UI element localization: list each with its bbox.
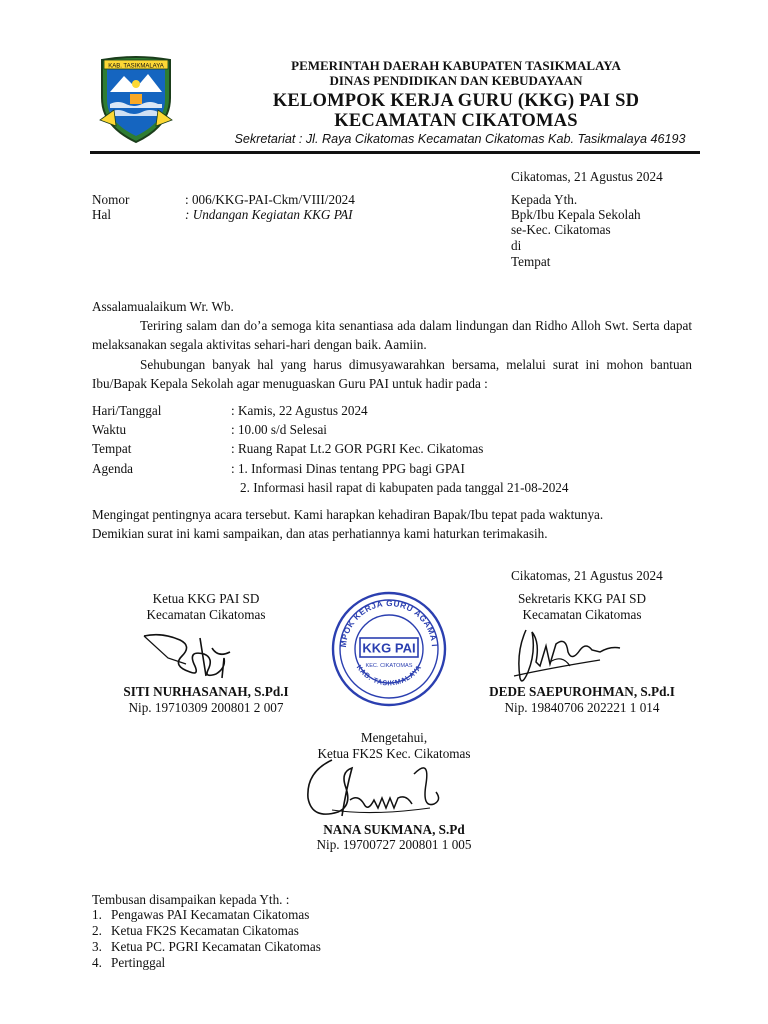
salutation: Assalamualaikum Wr. Wb. (92, 299, 234, 314)
organization-stamp (330, 590, 448, 708)
logo-text: KAB. TASIKMALAYA (108, 63, 164, 70)
stamp-sub-text: KEC. CIKATOMAS (365, 663, 413, 669)
hal-label: Hal (92, 207, 112, 222)
hari-value: : Kamis, 22 Agustus 2024 (231, 403, 368, 418)
center-signature (302, 754, 452, 829)
recipient-line2: Bpk/Ibu Kepala Sekolah (511, 207, 641, 222)
hal-value: : Undangan Kegiatan KKG PAI (185, 207, 353, 222)
waktu-label: Waktu (92, 422, 127, 437)
right-signature (510, 622, 640, 693)
nomor-label: Nomor (92, 192, 130, 207)
letter-date: Cikatomas, 21 Agustus 2024 (511, 169, 663, 184)
tempat-value: : Ruang Rapat Lt.2 GOR PGRI Kec. Cikatomas (231, 441, 484, 456)
right-nip: Nip. 19840706 202221 1 014 (504, 700, 660, 715)
tembusan-item: 3. Ketua PC. PGRI Kecamatan Cikatomas (92, 939, 321, 954)
left-title-1: Ketua KKG PAI SD (152, 591, 260, 606)
recipient-line5: Tempat (511, 254, 551, 269)
paragraph-2: Sehubungan banyak hal yang harus dimusyawarahkan bersama, melalui surat ini mohon bantuan Ibu/Bapak Kepala Sekolah agar menuguaskan Guru PAI untuk hadir pada : (92, 357, 692, 391)
right-signatory (486, 591, 678, 622)
svg-text:KELOMPOK KERJA GURU AGAMA ISLA (330, 590, 439, 648)
recipient-line1: Kepada Yth. (511, 192, 578, 207)
agenda-item-2: 2. Informasi hasil rapat di kabupaten pada tanggal 21-08-2024 (240, 480, 569, 495)
stamp-ring-bottom: KAB. TASIKMALAYA (354, 664, 424, 688)
closing-2: Demikian surat ini kami sampaikan, dan atas perhatiannya kami haturkan terimakasih. (92, 526, 548, 541)
left-signatory (110, 591, 302, 622)
nomor-value: : 006/KKG-PAI-Ckm/VIII/2024 (185, 192, 355, 207)
stamp-center-text: KKG PAI (362, 640, 416, 656)
letterhead-line3: KELOMPOK KERJA GURU (KKG) PAI SD (272, 91, 640, 111)
right-name: DEDE SAEPUROHMAN, S.Pd.I (489, 684, 675, 699)
tembusan-item: 4. Pertinggal (92, 955, 166, 970)
letterhead-address: Sekretariat : Jl. Raya Cikatomas Kecamatan Cikatomas Kab. Tasikmalaya 46193 (234, 132, 686, 146)
letterhead-line4: KECAMATAN CIKATOMAS (334, 111, 578, 131)
center-name: NANA SUKMANA, S.Pd (323, 822, 465, 837)
recipient-line3: se-Kec. Cikatomas (511, 222, 611, 237)
tembusan-item: 2. Ketua FK2S Kecamatan Cikatomas (92, 923, 299, 938)
right-title-1: Sekretaris KKG PAI SD (517, 591, 647, 606)
agenda-item-1: : 1. Informasi Dinas tentang PPG bagi GPAI (231, 461, 465, 476)
letterhead-rule (90, 151, 700, 154)
left-signature (142, 628, 252, 687)
left-name: SITI NURHASANAH, S.Pd.I (123, 684, 289, 699)
hari-label: Hari/Tanggal (92, 403, 162, 418)
center-title-2: Ketua FK2S Kec. Cikatomas (317, 745, 471, 761)
agenda-label: Agenda (92, 461, 134, 476)
center-title-1: Mengetahui, (360, 730, 428, 745)
stamp-ring-text: MPOK KERJA GURU AGAMA I (338, 598, 439, 648)
tembusan-header: Tembusan disampaikan kepada Yth. : (92, 892, 290, 907)
waktu-value: : 10.00 s/d Selesai (231, 422, 327, 437)
left-title-2: Kecamatan Cikatomas (146, 606, 266, 622)
closing-1: Mengingat pentingnya acara tersebut. Kami harapkan kehadiran Bapak/Ibu tepat pada waktunya. (92, 507, 604, 522)
center-nip: Nip. 19700727 200801 1 005 (316, 837, 472, 852)
left-nip: Nip. 19710309 200801 2 007 (128, 700, 284, 715)
tembusan-item: 1. Pengawas PAI Kecamatan Cikatomas (92, 907, 310, 922)
regency-logo (96, 54, 176, 144)
recipient-line4: di (511, 238, 522, 253)
letterhead-line2: DINAS PENDIDIKAN DAN KEBUDAYAAN (329, 73, 583, 88)
signature-date: Cikatomas, 21 Agustus 2024 (511, 568, 663, 583)
letterhead-line1: PEMERINTAH DAERAH KABUPATEN TASIKMALAYA (291, 58, 621, 73)
right-title-2: Kecamatan Cikatomas (522, 606, 642, 622)
tempat-label: Tempat (92, 441, 132, 456)
paragraph-1: Teriring salam dan do’a semoga kita senantiasa ada dalam lindungan dan Ridho Alloh Swt. Serta dapat melaksanakan segala aktivitas sehari-hari dengan baik. Aamiin. (92, 318, 692, 352)
